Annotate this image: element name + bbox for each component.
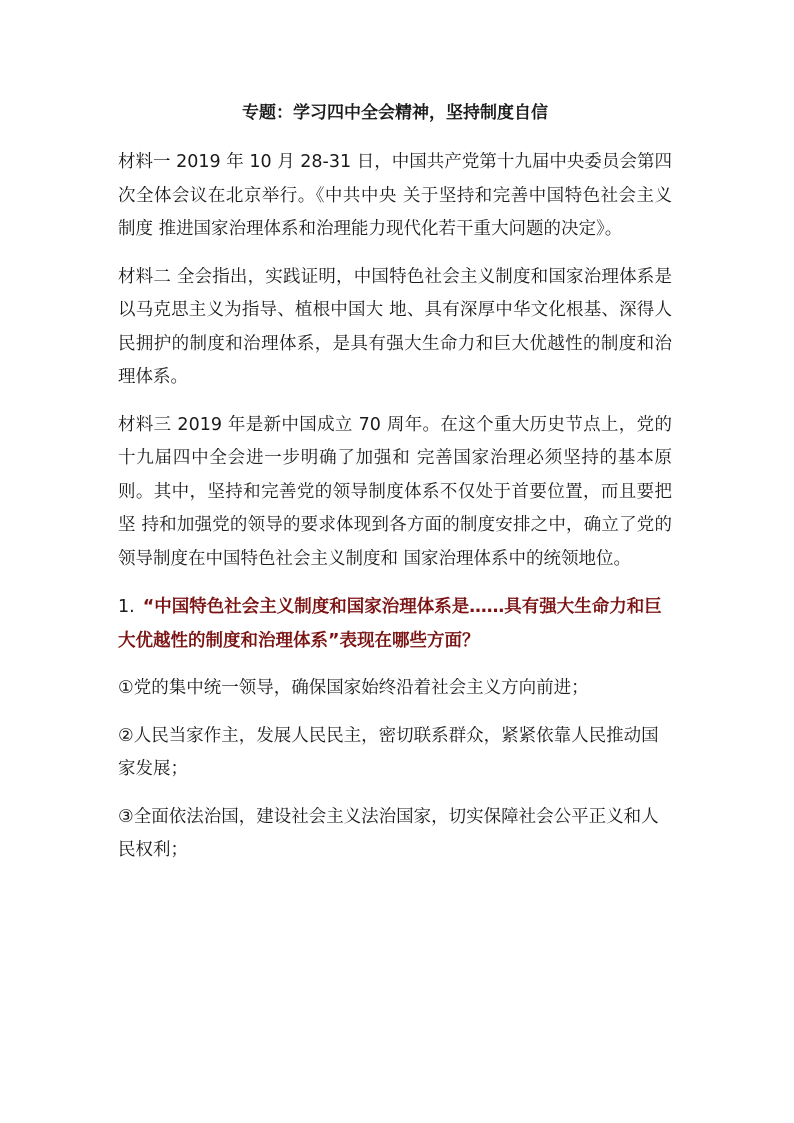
- document-title: 专题：学习四中全会精神，坚持制度自信: [242, 103, 548, 123]
- answer-item-2: ②人民当家作主，发展人民民主，密切联系群众，紧紧依靠人民推动国家发展；: [118, 725, 659, 779]
- material-paragraph-2: 材料二 全会指出，实践证明，中国特色社会主义制度和国家治理体系是以马克思主义为指导、植根中国大 地、具有深厚中华文化根基、深得人民拥护的制度和治理体系，是具有强大生命力和巨大优越性的制度和治理体系。: [118, 266, 672, 387]
- material-paragraph-1: 材料一 2019 年 10 月 28-31 日，中国共产党第十九届中央委员会第四次全体会议在北京举行。《中共中央 关于坚持和完善中国特色社会主义制度 推进国家治理体系和治理能力现代化若干重大问题的决定》。: [118, 152, 672, 239]
- answer-item-1: ①党的集中统一领导，确保国家始终沿着社会主义方向前进；: [118, 678, 589, 698]
- question-number: 1.: [118, 597, 135, 617]
- material-paragraph-3: 材料三 2019 年是新中国成立 70 周年。在这个重大历史节点上，党的十九届四中全会进一步明确了加强和 完善国家治理必须坚持的基本原则。其中，坚持和完善党的领导制度体系不仅处于首要位置，而且要把坚 持和加强党的领导的要求体现到各方面的制度安排之中，确立了党的领导制度在中国特色社会主义制度和 国家治理体系中的统领地位。: [118, 414, 672, 569]
- question-1: [118, 590, 672, 658]
- answer-item-3: ③全面依法治国，建设社会主义法治国家，切实保障社会公平正义和人民权利；: [118, 806, 659, 860]
- question-text: “中国特色社会主义制度和国家治理体系是……具有强大生命力和巨大优越性的制度和治理体系”表现在哪些方面？: [118, 597, 662, 651]
